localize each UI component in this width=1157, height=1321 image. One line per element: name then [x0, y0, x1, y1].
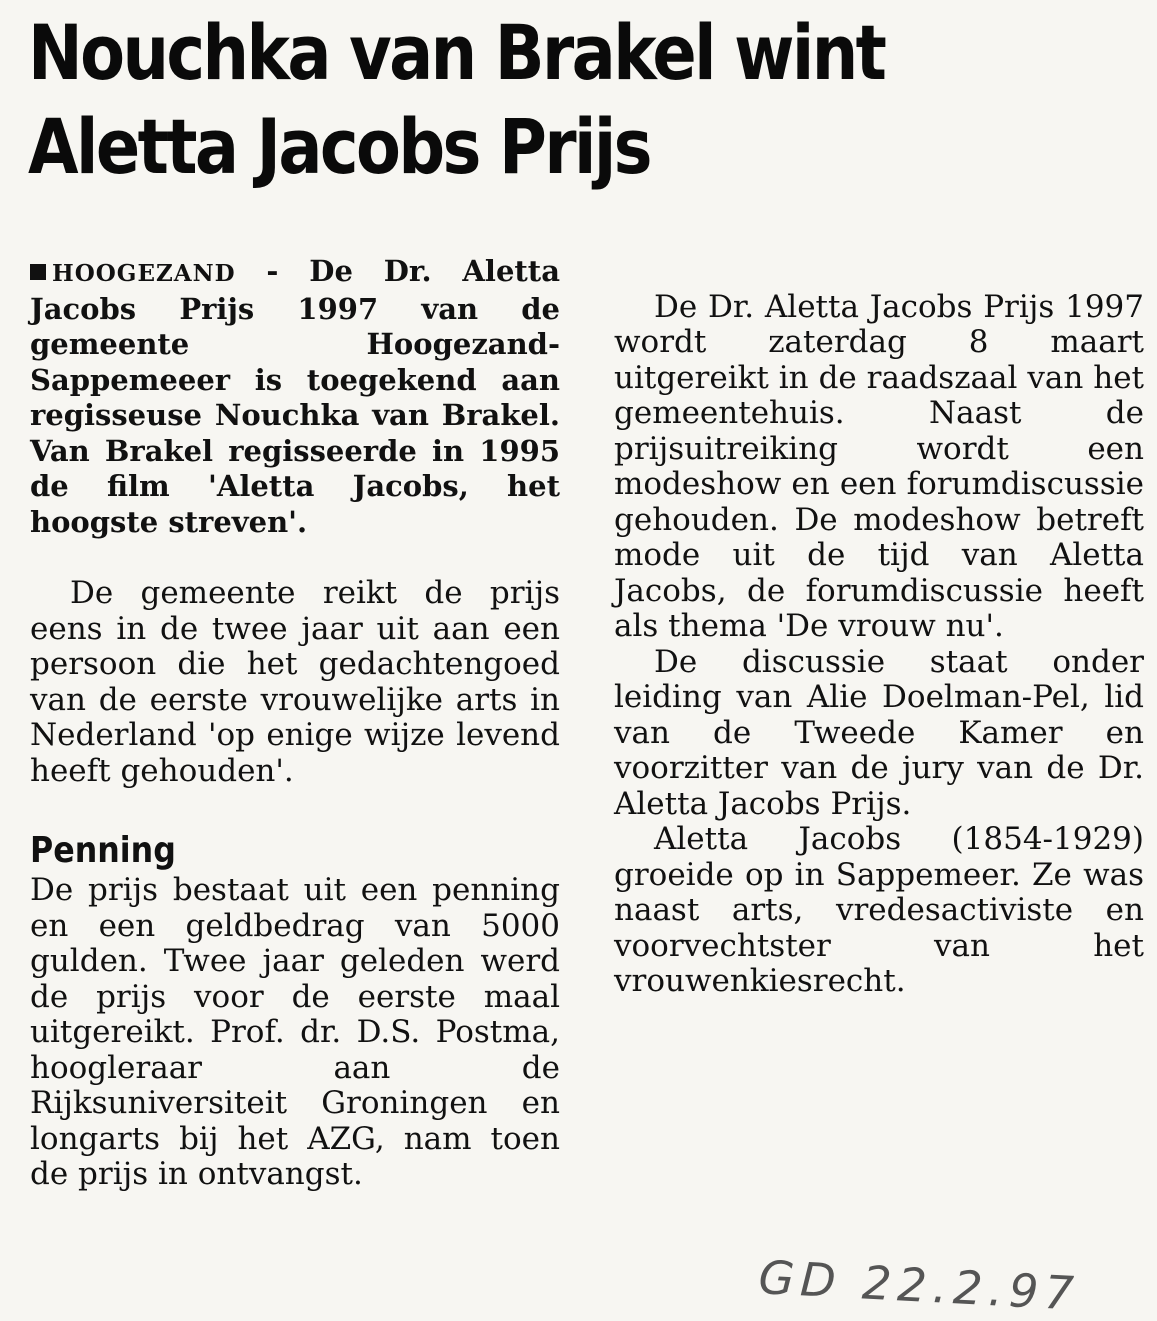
lead-paragraph	[30, 254, 560, 540]
bullet-square-icon	[30, 264, 46, 280]
lead-text: - De Dr. Aletta Jacobs Prijs 1997 van de gemeente Hoogezand-Sappemeeer is toegekend aan regisseuse Nouchka van Brakel. Van Brakel regisseerde in 1995 de film 'Aletta Jacobs, het hoogste streven'.	[30, 254, 560, 539]
column-right	[614, 254, 1144, 1000]
headline: Nouchka van Brakel wint Aletta Jacobs Prijs	[28, 8, 885, 191]
dateline: HOOGEZAND	[52, 260, 236, 287]
bleed-through-text	[20, 95, 27, 123]
body-paragraph: De prijs bestaat uit een penning en een geldbedrag van 5000 gulden. Twee jaar geleden werd de prijs voor de eerste maal uitgereikt. Prof. dr. D.S. Postma, hoogleraar aan de Rijksuniversiteit Groningen en longarts bij het AZG, nam toen de prijs in ontvangst.	[30, 872, 560, 1192]
column-left	[30, 254, 560, 1193]
body-paragraph: De Dr. Aletta Jacobs Prijs 1997 wordt zaterdag 8 maart uitgereikt in de raadszaal van het gemeentehuis. Naast de prijsuitreiking wordt een modeshow en een forumdiscussie gehouden. De modeshow betreft mode uit de tijd van Aletta Jacobs, de forumdiscussie heeft als thema 'De vrouw nu'.	[614, 288, 1144, 644]
body-paragraph: De discussie staat onder leiding van Alie Doelman-Pel, lid van de Tweede Kamer en voorzitter van de jury van de Dr. Aletta Jacobs Prijs.	[614, 643, 1144, 822]
body-paragraph: Aletta Jacobs (1854-1929) groeide op in Sappemeer. Ze was naast arts, vredesactiviste en voorvechtster van het vrouwenkiesrecht.	[614, 821, 1144, 999]
body-paragraph: De gemeente reikt de prijs eens in de twee jaar uit aan een persoon die het gedachtengoed van de eerste vrouwelijke arts in Nederland 'op enige wijze levend heeft gehouden'.	[30, 575, 560, 789]
subheading: Penning	[30, 830, 176, 871]
handwritten-source-note: GD 22.2.97	[757, 1250, 1081, 1321]
